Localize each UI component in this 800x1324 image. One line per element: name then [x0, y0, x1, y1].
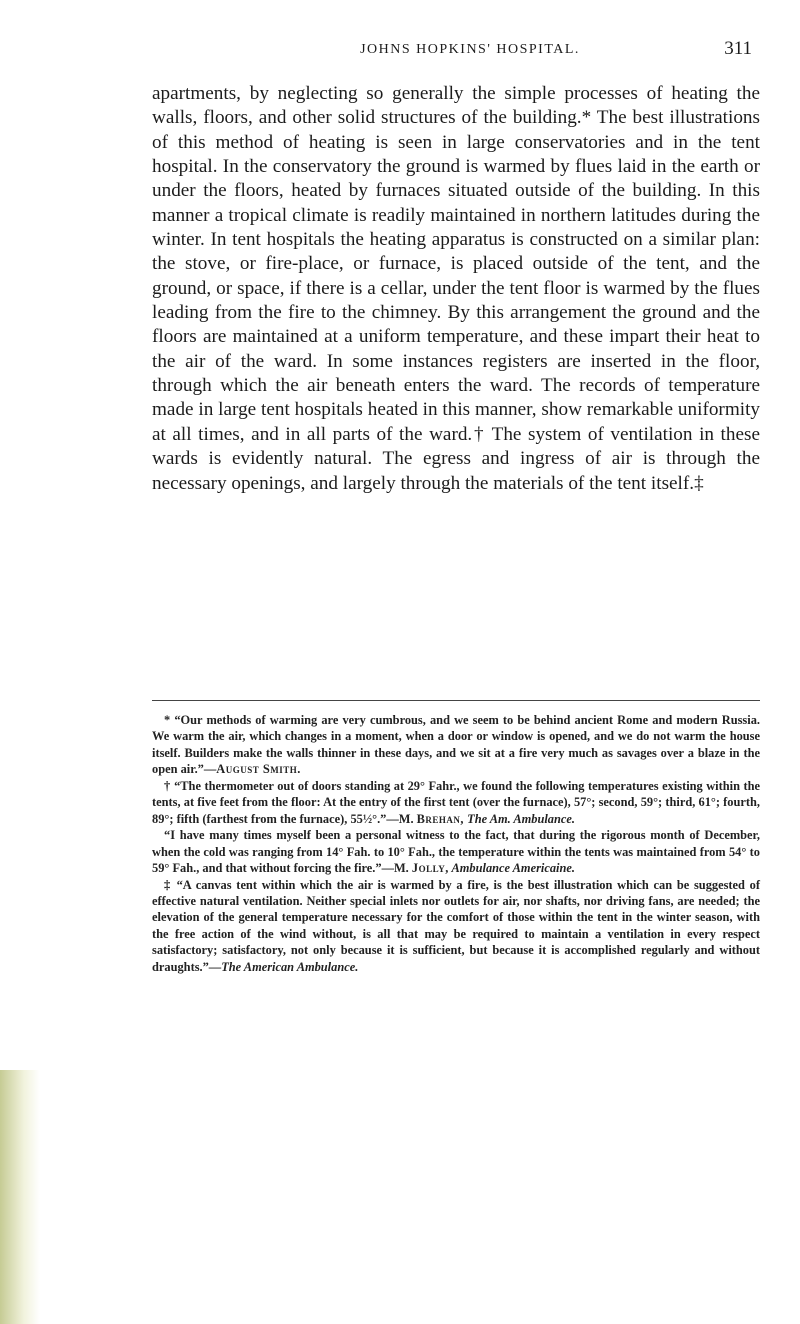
running-title: JOHNS HOPKINS' HOSPITAL.: [360, 42, 580, 57]
footnote-2: [152, 778, 760, 827]
footnote-divider: [152, 700, 760, 701]
running-head: [100, 36, 780, 60]
footnote-3-author: Jolly,: [411, 861, 449, 876]
footnote-3-text: “I have many times myself been a personal witness to the fact, that during the rigorous month of December, when the cold was ranging from 14° Fah. to 10° Fah., the temperature within the tents was maintained from 54° to 59° Fah., and that without forcing the fire.”—M.: [152, 828, 760, 876]
footnote-1-author: August Smith.: [216, 762, 301, 777]
body-text: [152, 82, 760, 496]
body-paragraph: apartments, by neglecting so generally the simple processes of heating the walls, floors, and other solid structures of the building.* The best illustrations of this method of heating is seen in large conservatories and in the tent hospital. In the conservatory the ground is warmed by flues laid in the earth or under the floors, heated by furnaces situated outside of the building. In this manner a tropical climate is readily maintained in northern latitudes during the winter. In tent hospitals the heating apparatus is constructed on a similar plan: the stove, or fire-place, or furnace, is placed outside of the tent, and the ground, or space, if there is a cellar, under the tent floor is warmed by the flues leading from the fire to the chimney. By this arrangement the ground and the floors are maintained at a uniform temperature, and these impart their heat to the air of the ward. In some instances registers are inserted in the floor, through which the air beneath enters the ward. The records of temperature made in large tent hospitals heated in this manner, show remarkable uniformity at all times, and in all parts of the ward.† The system of ventilation in these wards is evidently natural. The egress and ingress of air is through the necessary openings, and largely through the materials of the tent itself.‡: [152, 83, 760, 494]
footnote-2-author: Brehan,: [416, 811, 465, 826]
footnote-2-work: The Am. Ambulance.: [464, 811, 575, 826]
footnote-1: [152, 712, 760, 778]
footnote-4-text: ‡ “A canvas tent within which the air is warmed by a fire, is the best illustration which can be suggested of effective natural ventilation. Neither special inlets nor outlets for air, nor shafts, nor driving fans, are needed; the elevation of the general temperature necessary for the comfort of those within the tent in the winter season, with the free action of the wind without, is all that may be required to maintain a ventilation in every respect satisfactory; satisfactory, not only because it is sufficient, but because it is accomplished regularly and without draughts.”—: [152, 877, 760, 974]
footnote-2-text: † “The thermometer out of doors standing at 29° Fahr., we found the following temperatures existing within the tents, at five feet from the floor: At the entry of the first tent (over the furnace), 57°; second, 59°; third, 61°; fourth, 89°; fifth (farthest from the furnace), 55½°.”—M.: [152, 778, 760, 826]
footnote-4-work: The American Ambulance.: [221, 959, 359, 974]
page-edge-stain: [0, 1070, 40, 1324]
footnote-4: [152, 877, 760, 976]
footnote-1-text: * “Our methods of warming are very cumbrous, and we seem to be behind ancient Rome and modern Russia. We warm the air, which changes in a moment, when a door or window is opened, and we do not warm the house itself. Builders make the walls thinner in these days, and we sit at a fire very much as savages over a blaze in the open air.”—: [152, 713, 760, 777]
page-number: 311: [724, 38, 752, 59]
footnote-3: [152, 827, 760, 876]
footnote-3-work: Ambulance Americaine.: [448, 861, 575, 876]
footnotes: [152, 712, 760, 975]
